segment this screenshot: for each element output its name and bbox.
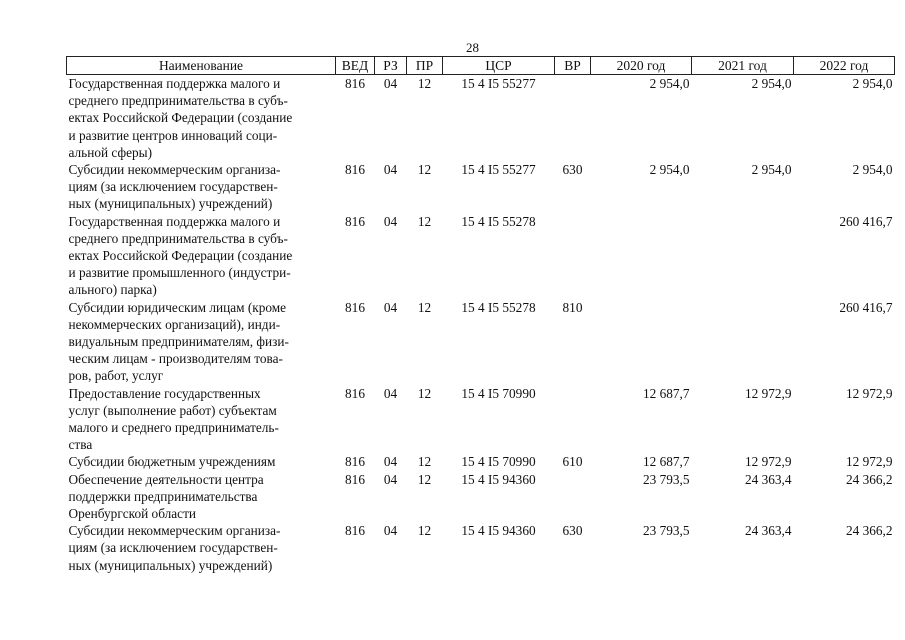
row-csr: 15 4 I5 94360: [461, 523, 536, 539]
row-pr: 12: [417, 299, 432, 315]
row-name: [67, 213, 336, 299]
row-pr: 12: [417, 76, 432, 91]
row-name-line: среднего предпринимательства в субъ-: [68, 93, 288, 109]
row-rz: 04: [383, 385, 398, 401]
row-csr: 15 4 I5 94360: [461, 471, 536, 487]
row-value-2021: 2 954,0: [751, 162, 792, 178]
header-2021: 2021 год: [692, 57, 794, 75]
row-name-line: циям (за исключением государствен-: [68, 179, 278, 195]
row-value-2022: 2 954,0: [852, 76, 893, 91]
row-name-line: поддержки предпринимательства: [68, 488, 258, 504]
row-value-2020: 2 954,0: [649, 76, 690, 91]
row-value-2021: [692, 299, 794, 385]
row-name-line: среднего предпринимательства в субъ-: [68, 230, 288, 246]
row-vr: [555, 385, 591, 454]
row-name-line: ального) парка): [68, 282, 157, 298]
row-value-2022: 2 954,0: [852, 162, 893, 178]
row-value-2020: [591, 299, 692, 385]
header-rz: РЗ: [375, 57, 407, 75]
row-csr: 15 4 I5 55277: [461, 76, 536, 91]
budget-table: [66, 56, 895, 574]
row-vr: [555, 75, 591, 162]
row-vr: 630: [562, 523, 583, 539]
row-value-2020: 2 954,0: [649, 162, 690, 178]
row-csr: 15 4 I5 55277: [461, 162, 536, 178]
header-vr: ВР: [555, 57, 591, 75]
row-value-2020: 12 687,7: [642, 454, 690, 470]
table-row: [67, 385, 895, 454]
row-name-line: ческим лицам - производителям това-: [68, 351, 283, 367]
row-name-line: услуг (выполнение работ) субъектам: [68, 402, 277, 418]
header-2020: 2020 год: [591, 57, 692, 75]
row-name-line: Оренбургской области: [68, 506, 197, 522]
row-value-2020: 12 687,7: [642, 385, 690, 401]
row-name: [67, 385, 336, 454]
row-vr: 810: [562, 299, 583, 315]
table-header: [67, 57, 895, 75]
table-row: [67, 75, 895, 162]
row-rz: 04: [383, 471, 398, 487]
row-ved: 816: [345, 385, 365, 401]
table-row: [67, 471, 895, 523]
row-value-2021: 24 363,4: [744, 471, 792, 487]
row-value-2022: 12 972,9: [845, 385, 893, 401]
row-ved: 816: [345, 213, 365, 229]
row-rz: 04: [383, 299, 398, 315]
table-body: [67, 75, 895, 574]
row-name-line: Субсидии некоммерческим организа-: [68, 162, 281, 178]
row-ved: 816: [345, 454, 365, 470]
header-pr: ПР: [407, 57, 443, 75]
row-name: [67, 453, 336, 470]
row-value-2021: 12 972,9: [744, 385, 792, 401]
row-value-2022: 260 416,7: [839, 213, 893, 229]
row-rz: 04: [383, 162, 398, 178]
row-ved: 816: [345, 523, 365, 539]
row-value-2020: [591, 213, 692, 299]
row-value-2022: 24 366,2: [845, 523, 893, 539]
table-row: [67, 161, 895, 213]
row-name-line: ектах Российской Федерации (создание: [68, 110, 293, 126]
row-vr: [555, 471, 591, 523]
row-name-line: ных (муниципальных) учреждений): [68, 557, 273, 573]
row-name-line: Государственная поддержка малого и: [68, 213, 281, 229]
row-value-2020: 23 793,5: [642, 523, 690, 539]
row-name-line: и развитие промышленного (индустри-: [68, 265, 291, 281]
row-csr: 15 4 I5 70990: [461, 454, 536, 470]
row-rz: 04: [383, 523, 398, 539]
row-rz: 04: [383, 213, 398, 229]
row-name-line: Субсидии некоммерческим организа-: [68, 523, 281, 539]
row-ved: 816: [345, 76, 365, 91]
row-pr: 12: [417, 213, 432, 229]
row-name: [67, 75, 336, 162]
row-rz: 04: [383, 454, 398, 470]
row-pr: 12: [417, 385, 432, 401]
row-name: [67, 299, 336, 385]
row-name-line: ных (муниципальных) учреждений): [68, 196, 273, 212]
row-ved: 816: [345, 162, 365, 178]
row-value-2021: 12 972,9: [744, 454, 792, 470]
row-csr: 15 4 I5 70990: [461, 385, 536, 401]
header-2022: 2022 год: [794, 57, 895, 75]
row-name-line: ектах Российской Федерации (создание: [68, 248, 293, 264]
row-ved: 816: [345, 471, 365, 487]
header-ved: ВЕД: [336, 57, 375, 75]
row-name: [67, 161, 336, 213]
table-row: [67, 453, 895, 470]
row-name-line: альной сферы): [68, 144, 153, 160]
row-name-line: Субсидии бюджетным учреждениям: [68, 454, 276, 470]
row-name-line: циям (за исключением государствен-: [68, 540, 278, 556]
header-name: Наименование: [67, 57, 336, 75]
row-vr: 610: [562, 454, 583, 470]
row-name-line: Предоставление государственных: [68, 385, 261, 401]
row-name-line: некоммерческих организаций), инди-: [68, 316, 281, 332]
page-number: 28: [466, 40, 479, 55]
row-value-2021: [692, 213, 794, 299]
row-vr: 630: [562, 162, 583, 178]
row-name-line: Обеспечение деятельности центра: [68, 471, 264, 487]
row-value-2020: 23 793,5: [642, 471, 690, 487]
row-value-2022: 260 416,7: [839, 299, 893, 315]
row-rz: 04: [383, 76, 398, 91]
row-name-line: Государственная поддержка малого и: [68, 76, 281, 91]
row-value-2021: 24 363,4: [744, 523, 792, 539]
row-name: [67, 522, 336, 574]
table-row: [67, 522, 895, 574]
row-ved: 816: [345, 299, 365, 315]
header-csr: ЦСР: [443, 57, 555, 75]
row-value-2022: 12 972,9: [845, 454, 893, 470]
row-vr: [555, 213, 591, 299]
row-csr: 15 4 I5 55278: [461, 299, 536, 315]
row-pr: 12: [417, 162, 432, 178]
row-name-line: ров, работ, услуг: [68, 368, 164, 384]
row-name-line: и развитие центров инноваций соци-: [68, 127, 278, 143]
row-name: [67, 471, 336, 523]
row-value-2022: 24 366,2: [845, 471, 893, 487]
row-value-2021: 2 954,0: [751, 76, 792, 91]
row-name-line: видуальным предпринимателям, физи-: [68, 334, 289, 350]
row-csr: 15 4 I5 55278: [461, 213, 536, 229]
row-name-line: малого и среднего предприниматель-: [68, 420, 279, 436]
row-pr: 12: [417, 523, 432, 539]
row-pr: 12: [417, 471, 432, 487]
table-row: [67, 213, 895, 299]
table-row: [67, 299, 895, 385]
row-pr: 12: [417, 454, 432, 470]
row-name-line: Субсидии юридическим лицам (кроме: [68, 299, 287, 315]
row-name-line: ства: [68, 437, 93, 453]
